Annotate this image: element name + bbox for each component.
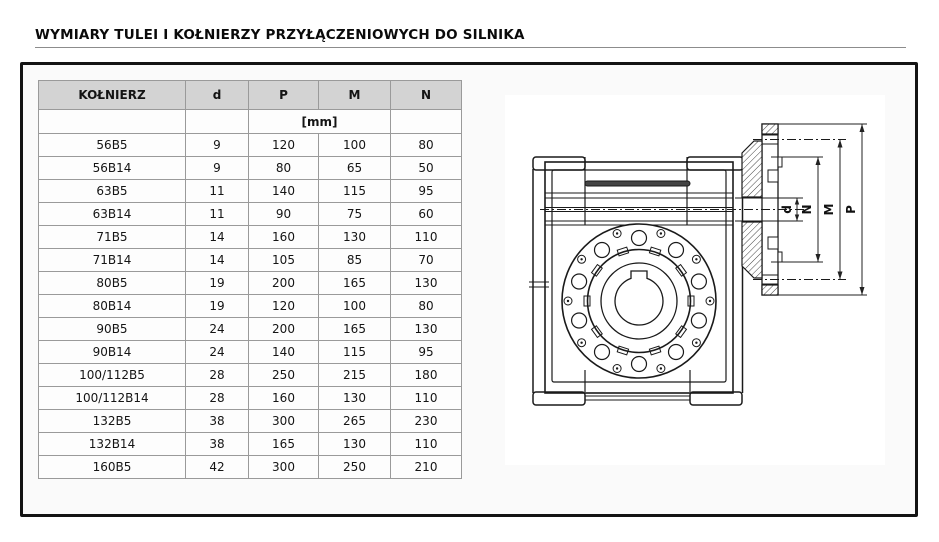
gearbox-flange-drawing [505,95,885,465]
table-row: 100/112B5 28 250 215 180 [39,364,462,387]
table-row: 56B5 9 120 100 80 [39,134,462,157]
flange-dimensions-table [38,80,462,479]
dim-label-m: M [822,203,836,216]
col-header-d: d [186,81,249,110]
unit-label: [mm] [249,110,391,134]
table-row: 100/112B14 28 160 130 110 [39,387,462,410]
table-row: 71B14 14 105 85 70 [39,249,462,272]
table-row: 80B5 19 200 165 130 [39,272,462,295]
col-header-p: P [249,81,319,110]
content-frame [20,62,918,517]
page-title: WYMIARY TULEI I KOŁNIERZY PRZYŁĄCZENIOWYCH DO SILNIKA [35,27,525,43]
table-row: 132B5 38 300 265 230 [39,410,462,433]
table-row: 90B5 24 200 165 130 [39,318,462,341]
table-row: 80B14 19 120 100 80 [39,295,462,318]
technical-drawing-svg [505,95,885,465]
table-row: 132B14 38 165 130 110 [39,433,462,456]
unit-row [39,110,462,134]
table-row: 63B14 11 90 75 60 [39,203,462,226]
output-flange-front-view [562,224,716,378]
table-row: 160B5 42 300 250 210 [39,456,462,479]
oil-groove-slot [585,181,690,186]
col-header-n: N [391,81,462,110]
table-row: 63B5 11 140 115 95 [39,180,462,203]
dim-label-d: d [780,205,794,214]
title-divider [35,47,906,48]
table-header-row [39,81,462,110]
table-row: 56B14 9 80 65 50 [39,157,462,180]
table-row: 90B14 24 140 115 95 [39,341,462,364]
col-header-kolnierz: KOŁNIERZ [39,81,186,110]
table-row: 71B5 14 160 130 110 [39,226,462,249]
dim-label-p: P [844,205,858,214]
dim-label-n: N [800,204,814,215]
col-header-m: M [319,81,391,110]
